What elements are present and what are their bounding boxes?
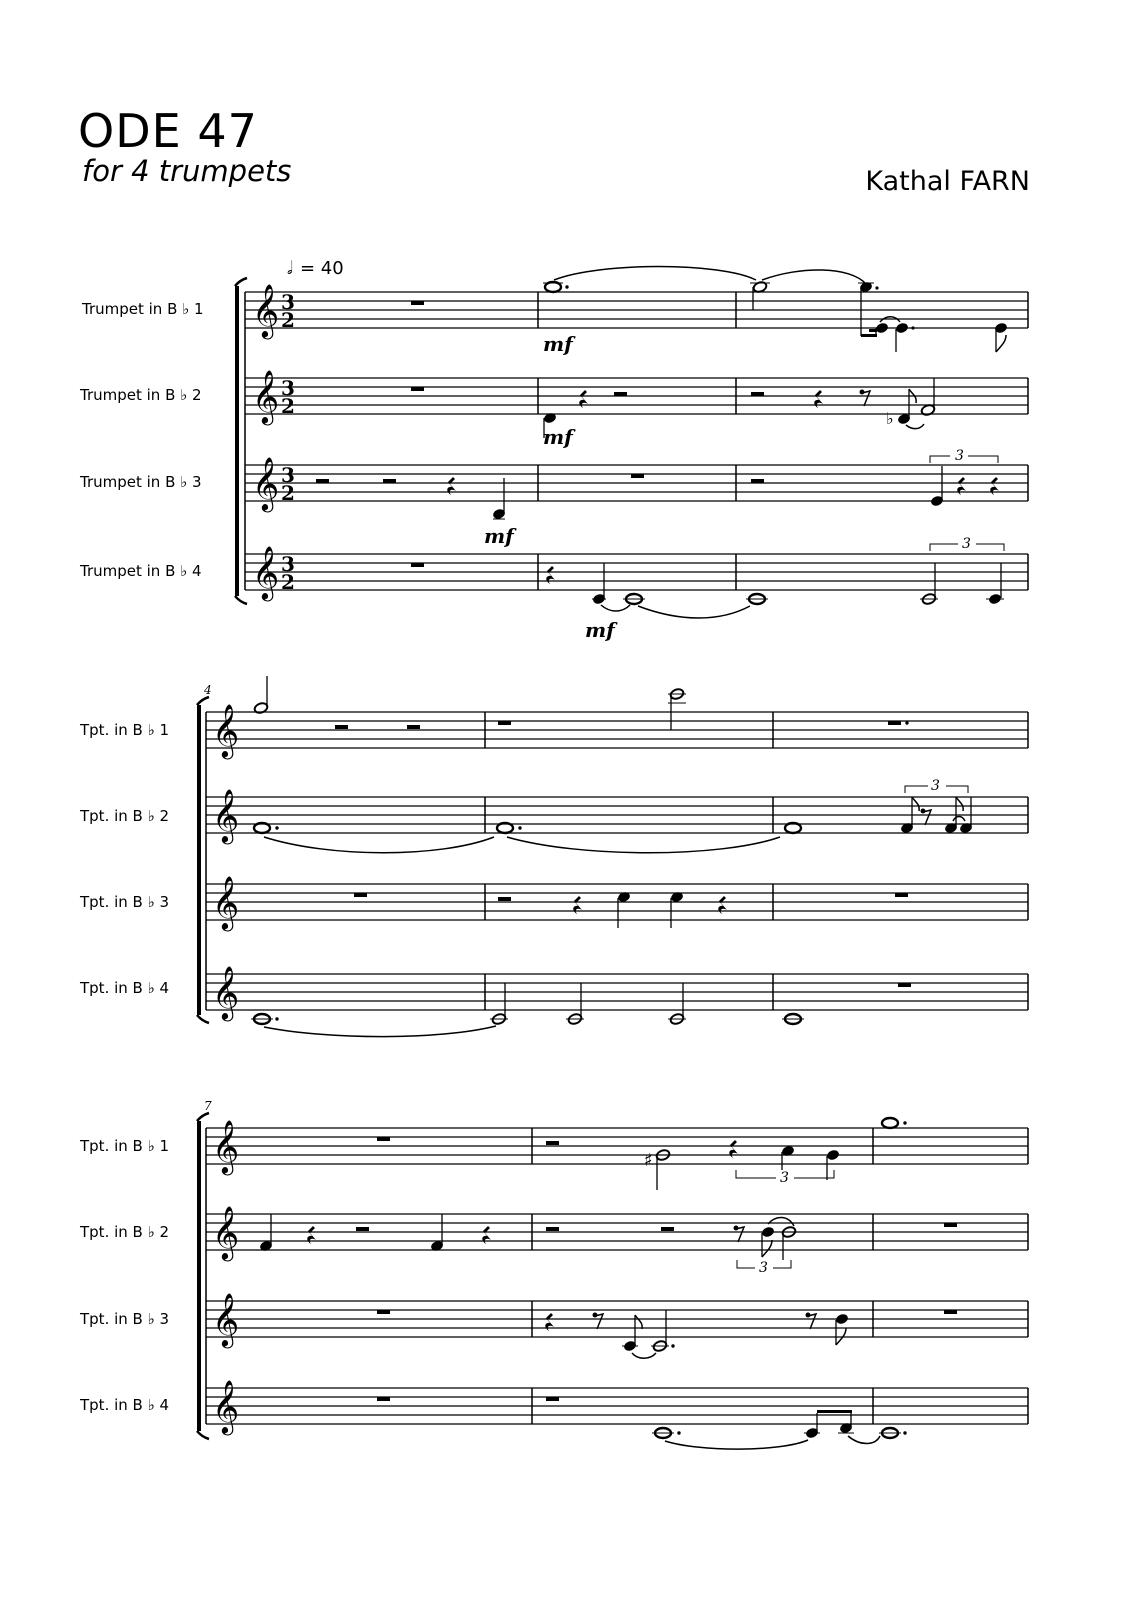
note bbox=[897, 389, 916, 425]
note bbox=[900, 797, 919, 834]
flat-icon: ♭ bbox=[886, 409, 894, 428]
time-signature-numerator: 3 bbox=[281, 463, 295, 487]
time-signature-numerator: 3 bbox=[281, 290, 295, 314]
time-signature-denominator: 2 bbox=[281, 570, 295, 594]
staff-label-1: Trumpet in B ♭ 1 bbox=[82, 300, 204, 318]
composer-name: Kathal FARN bbox=[865, 166, 1030, 197]
system-2 bbox=[79, 676, 1028, 1037]
treble-clef-icon: 𝄞 bbox=[212, 1379, 240, 1433]
half-rest bbox=[546, 1141, 559, 1145]
treble-clef-icon: 𝄞 bbox=[212, 1292, 240, 1346]
dynamic-mf: mf bbox=[543, 332, 573, 356]
whole-rest bbox=[411, 301, 424, 305]
whole-rest bbox=[377, 1310, 390, 1314]
note bbox=[622, 1315, 642, 1352]
tie bbox=[264, 1026, 496, 1037]
treble-clef-icon: 𝄞 bbox=[212, 1119, 240, 1173]
whole-rest bbox=[377, 1137, 390, 1141]
note bbox=[994, 322, 1008, 352]
note bbox=[490, 983, 508, 1025]
whole-rest bbox=[944, 1223, 957, 1227]
tempo-note-icon: 𝅗𝅥 bbox=[287, 258, 293, 279]
eighth-rest bbox=[806, 1313, 817, 1330]
staff-label-2: Trumpet in B ♭ 2 bbox=[80, 386, 202, 404]
treble-clef-icon: 𝄞 bbox=[212, 703, 240, 757]
note bbox=[668, 983, 686, 1025]
note bbox=[668, 688, 686, 730]
tie bbox=[665, 1440, 808, 1449]
dynamic-mf: mf bbox=[585, 618, 615, 642]
half-rest bbox=[546, 1397, 559, 1401]
staff-label-2: Tpt. in B ♭ 2 bbox=[80, 807, 169, 825]
tuplet-number: 3 bbox=[931, 778, 940, 794]
dynamic-mf: mf bbox=[484, 524, 514, 548]
tuplet-number: 3 bbox=[759, 1260, 768, 1276]
time-signature-numerator: 3 bbox=[281, 552, 295, 576]
half-rest bbox=[316, 479, 329, 483]
note bbox=[492, 478, 506, 520]
note bbox=[835, 1313, 849, 1345]
half-rest bbox=[498, 721, 511, 725]
note bbox=[882, 1118, 907, 1128]
note bbox=[879, 1428, 907, 1438]
measure-number: 7 bbox=[204, 1099, 212, 1113]
time-signature-denominator: 2 bbox=[281, 481, 295, 505]
note bbox=[930, 466, 944, 507]
sharp-icon: ♯ bbox=[644, 1150, 653, 1171]
tie bbox=[632, 1353, 656, 1358]
half-rest bbox=[751, 479, 764, 483]
treble-clef-icon: 𝄞 bbox=[252, 369, 280, 423]
half-rest bbox=[898, 983, 911, 987]
tie bbox=[953, 817, 965, 822]
tie bbox=[554, 267, 756, 281]
beam bbox=[817, 1410, 852, 1413]
half-rest bbox=[383, 479, 396, 483]
tuplet-number: 3 bbox=[955, 448, 964, 464]
whole-rest bbox=[895, 893, 908, 897]
dynamic-mf: mf bbox=[543, 425, 573, 449]
note bbox=[781, 1226, 796, 1260]
staff-label-1: Tpt. in B ♭ 1 bbox=[80, 721, 169, 739]
half-rest bbox=[335, 725, 348, 729]
tie bbox=[848, 1436, 880, 1444]
beam bbox=[869, 329, 877, 332]
staff-label-4: Trumpet in B ♭ 4 bbox=[80, 562, 202, 580]
staff-label-1: Tpt. in B ♭ 1 bbox=[80, 1137, 169, 1155]
note bbox=[651, 1310, 675, 1352]
treble-clef-icon: 𝄞 bbox=[252, 456, 280, 510]
half-rest bbox=[407, 725, 420, 729]
tie bbox=[601, 605, 630, 611]
note bbox=[895, 322, 915, 352]
score-subtitle: for 4 trumpets bbox=[82, 154, 292, 188]
half-rest bbox=[661, 1227, 674, 1231]
note bbox=[875, 322, 889, 336]
whole-rest bbox=[377, 1397, 390, 1401]
tie bbox=[638, 606, 750, 618]
whole-rest bbox=[944, 1310, 957, 1314]
eighth-rest bbox=[921, 809, 932, 826]
whole-rest bbox=[631, 474, 644, 478]
system-1 bbox=[79, 258, 1028, 642]
note bbox=[623, 594, 645, 604]
staff-lines bbox=[245, 292, 1028, 590]
treble-clef-icon: 𝄞 bbox=[252, 283, 280, 337]
treble-clef-icon: 𝄞 bbox=[212, 788, 240, 842]
note bbox=[259, 1214, 273, 1252]
staff-lines bbox=[206, 1128, 1028, 1424]
staff-label-3: Tpt. in B ♭ 3 bbox=[80, 893, 169, 911]
note bbox=[804, 1413, 820, 1439]
note bbox=[251, 1014, 279, 1024]
note bbox=[746, 594, 768, 604]
time-signature-denominator: 2 bbox=[281, 394, 295, 418]
time-signature-numerator: 3 bbox=[281, 376, 295, 400]
tie bbox=[762, 270, 866, 284]
half-rest bbox=[498, 897, 511, 901]
note bbox=[430, 1214, 444, 1252]
note bbox=[543, 282, 569, 292]
note bbox=[782, 1014, 804, 1024]
note bbox=[253, 676, 268, 714]
tuplet-number: 3 bbox=[780, 1170, 789, 1186]
system-3 bbox=[79, 1099, 1028, 1449]
tie bbox=[507, 837, 780, 853]
score-title: ODE 47 bbox=[78, 104, 258, 158]
whole-rest bbox=[888, 721, 901, 725]
note bbox=[566, 983, 584, 1025]
eighth-rest bbox=[734, 1226, 745, 1243]
note bbox=[670, 891, 684, 928]
treble-clef-icon: 𝄞 bbox=[212, 875, 240, 929]
tie bbox=[264, 837, 494, 853]
whole-rest bbox=[411, 387, 424, 391]
half-rest bbox=[751, 392, 764, 396]
barlines bbox=[485, 712, 1028, 1010]
half-rest bbox=[614, 392, 627, 396]
time-signature-denominator: 2 bbox=[281, 308, 295, 332]
staff-label-4: Tpt. in B ♭ 4 bbox=[80, 1396, 169, 1414]
note bbox=[986, 563, 1004, 605]
tempo-marking: = 40 bbox=[300, 258, 344, 279]
staff-lines bbox=[206, 712, 1028, 1010]
tie bbox=[768, 1217, 794, 1226]
tuplet-number: 3 bbox=[962, 536, 971, 552]
half-rest bbox=[546, 1227, 559, 1231]
eighth-rest bbox=[860, 390, 871, 407]
half-rest bbox=[356, 1227, 369, 1231]
staff-label-2: Tpt. in B ♭ 2 bbox=[80, 1223, 169, 1241]
note bbox=[750, 281, 770, 310]
system-bracket bbox=[197, 1113, 209, 1439]
eighth-rest bbox=[593, 1313, 604, 1330]
treble-clef-icon: 𝄞 bbox=[212, 965, 240, 1019]
beam bbox=[861, 334, 877, 337]
measure-number: 4 bbox=[204, 683, 212, 697]
staff-label-4: Tpt. in B ♭ 4 bbox=[80, 979, 169, 997]
note bbox=[920, 378, 935, 416]
tie bbox=[906, 424, 924, 429]
whole-rest bbox=[411, 563, 424, 567]
note bbox=[920, 563, 938, 605]
note bbox=[652, 1428, 681, 1438]
note bbox=[617, 891, 631, 928]
system-bracket bbox=[235, 278, 247, 604]
treble-clef-icon: 𝄞 bbox=[252, 545, 280, 599]
staff-label-3: Tpt. in B ♭ 3 bbox=[80, 1310, 169, 1328]
staff-label-3: Trumpet in B ♭ 3 bbox=[80, 473, 202, 491]
barlines bbox=[538, 292, 1028, 590]
whole-rest bbox=[354, 893, 367, 897]
note bbox=[592, 563, 606, 605]
treble-clef-icon: 𝄞 bbox=[212, 1205, 240, 1259]
